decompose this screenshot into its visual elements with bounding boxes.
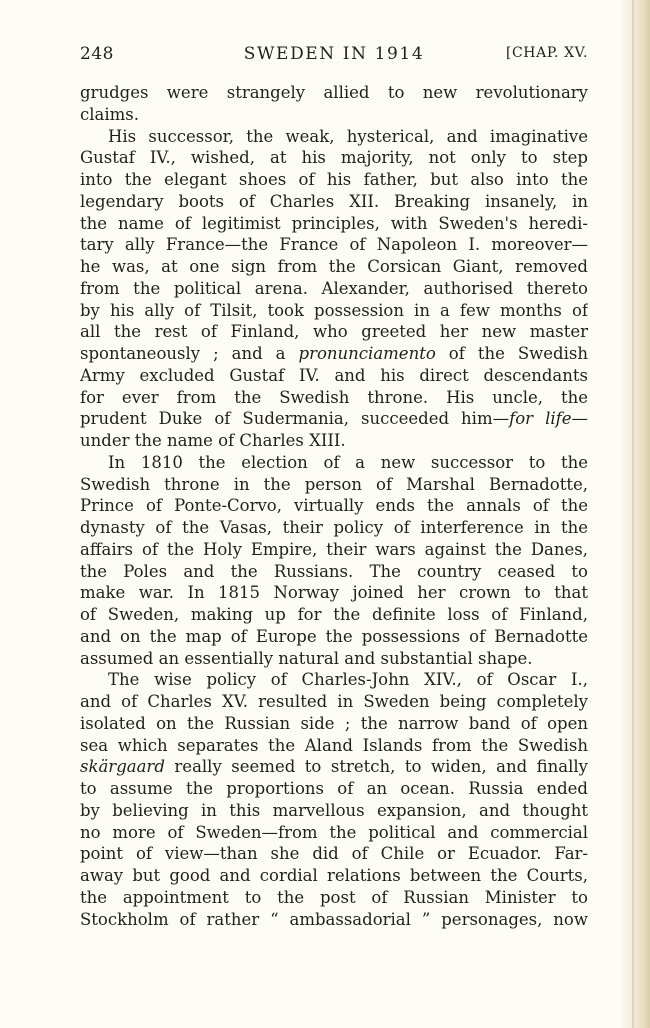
chapter-reference: [CHAP. XV.: [505, 45, 588, 61]
text-line: isolated on the Russian side ; the narrow band of open: [80, 713, 588, 733]
running-head: [80, 44, 588, 70]
text-line: [80, 408, 588, 430]
text-line: under the name of Charles XIII.: [80, 431, 346, 450]
italic-term: pronunciamento: [298, 344, 436, 363]
text-run: spontaneously ; and a: [80, 344, 299, 363]
text-line: to assume the proportions of an ocean. Russia ended: [80, 779, 588, 798]
paragraph-start-line: The wise policy of Charles-John XIV., of Oscar I.,: [108, 670, 588, 690]
text-line: he was, at one sign from the Corsican Giant, removed: [80, 257, 588, 276]
text-line: Army excluded Gustaf IV. and his direct descendants: [80, 365, 588, 385]
text-line: grudges were strangely allied to new revolutionary: [80, 83, 588, 102]
body-text: [80, 82, 588, 930]
text-line: for ever from the Swedish throne. His uncle, the: [80, 387, 588, 407]
text-run: really seemed to stretch, to widen, and finally: [164, 757, 588, 777]
text-line: affairs of the Holy Empire, their wars against the Danes,: [80, 539, 588, 559]
text-line: make war. In 1815 Norway joined her crown to that: [80, 583, 588, 603]
text-run: prudent Duke of Sudermania, succeeded him—: [80, 409, 510, 429]
text-line: away but good and cordial relations between the Courts,: [80, 866, 588, 885]
text-line: legendary boots of Charles XII. Breaking insanely, in: [80, 191, 588, 211]
text-line: tary ally France—the France of Napoleon I. moreover—: [80, 235, 588, 255]
text-line: dynasty of the Vasas, their policy of interference in the: [80, 518, 588, 537]
text-line: Prince of Ponte-Corvo, virtually ends the annals of the: [80, 496, 588, 516]
text-line: all the rest of Finland, who greeted her new master: [80, 322, 588, 342]
text-line: from the political arena. Alexander, authorised thereto: [80, 278, 588, 298]
text-line: [80, 343, 588, 365]
text-line: of Sweden, making up for the definite loss of Finland,: [80, 605, 588, 624]
text-line: sea which separates the Aland Islands from the Swedish: [80, 735, 588, 755]
text-line: assumed an essentially natural and substantial shape.: [80, 648, 533, 668]
text-line: into the elegant shoes of his father, but also into the: [80, 170, 588, 189]
page-edge: [622, 0, 650, 1028]
text-run: of the Swedish: [435, 344, 588, 363]
paragraph-start-line: His successor, the weak, hysterical, and imaginative: [108, 126, 588, 146]
text-line: Gustaf IV., wished, at his majority, not only to step: [80, 148, 588, 168]
text-line: and on the map of Europe the possessions of Bernadotte: [80, 626, 588, 646]
text-line: and of Charles XV. resulted in Sweden being completely: [80, 692, 588, 711]
italic-term: for life: [509, 409, 572, 429]
page-number: 248: [80, 44, 114, 64]
text-line: claims.: [80, 104, 139, 124]
text-line: Swedish throne in the person of Marshal Bernadotte,: [80, 474, 588, 494]
text-line: [80, 756, 588, 778]
text-line: by believing in this marvellous expansion, and thought: [80, 800, 588, 820]
text-line: the Poles and the Russians. The country ceased to: [80, 561, 588, 581]
text-line: the name of legitimist principles, with Sweden's heredi-: [80, 213, 588, 233]
running-title: SWEDEN IN 1914: [243, 44, 425, 64]
paragraph-start-line: In 1810 the election of a new successor to the: [108, 452, 588, 472]
text-line: by his ally of Tilsit, took possession in a few months of: [80, 300, 588, 320]
text-run: —: [571, 409, 588, 429]
text-line: point of view—than she did of Chile or Ecuador. Far-: [80, 844, 588, 864]
italic-term: skärgaard: [80, 757, 165, 777]
text-line: the appointment to the post of Russian Minister to: [80, 887, 588, 907]
text-line: no more of Sweden—from the political and commercial: [80, 822, 588, 842]
text-line: Stockholm of rather “ ambassadorial ” personages, now: [80, 909, 588, 929]
